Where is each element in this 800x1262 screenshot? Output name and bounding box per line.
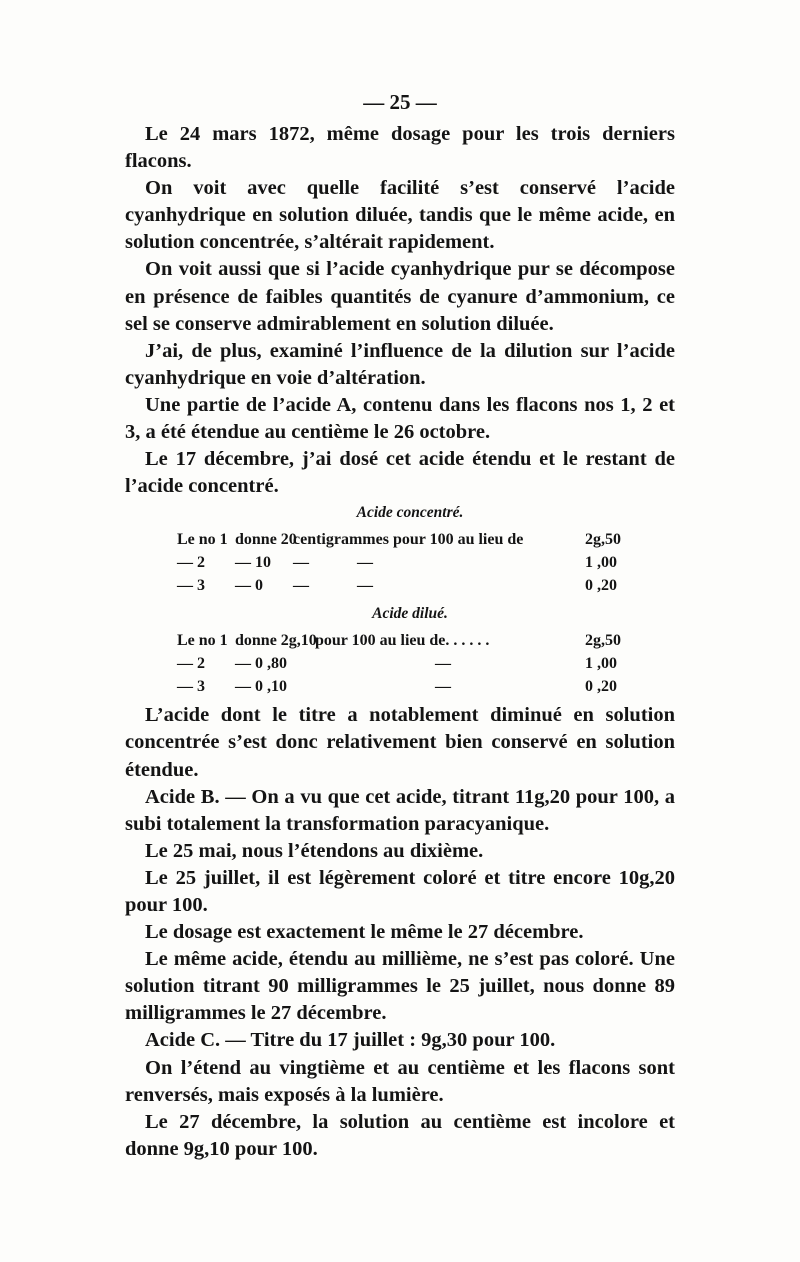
paragraph: Le 24 mars 1872, même dosage pour les trois derniers flacons.: [125, 123, 675, 173]
paragraph: On l’étend au vingtième et au centième et les flacons sont renversés, mais exposés à la lumière.: [125, 1056, 675, 1106]
paragraph: Acide C. — Titre du 17 juillet : 9g,30 pour 100.: [145, 1029, 556, 1052]
cell: —: [435, 655, 451, 673]
cell: — —: [293, 554, 373, 572]
cell: — 3: [177, 577, 205, 595]
page-body: [125, 121, 675, 1163]
table-row: [125, 652, 675, 675]
paragraph: On voit aussi que si l’acide cyanhydrique pur se décompose en présence de faibles quantités de cyanure d’ammonium, ce sel se conserve admirablement en solution diluée.: [125, 258, 675, 335]
table-dilue: [125, 629, 675, 698]
cell: 2g,50: [585, 531, 621, 549]
paragraph: Le 27 décembre, la solution au centième est incolore et donne 9g,10 pour 100.: [125, 1110, 675, 1160]
cell: pour 100 au lieu de. . . . . .: [315, 632, 490, 650]
table-concentre: [125, 528, 675, 597]
cell: — 0: [235, 577, 263, 595]
cell: — 0 ,10: [235, 678, 287, 696]
cell: — 2: [177, 554, 205, 572]
paragraph: L’acide dont le titre a notablement diminué en solution concentrée s’est donc relativement bien conservé en solution étendue.: [125, 704, 675, 781]
cell: — 0 ,80: [235, 655, 287, 673]
cell: — 3: [177, 678, 205, 696]
paragraph: Le dosage est exactement le même le 27 décembre.: [145, 921, 584, 944]
table-row: [125, 551, 675, 574]
table-row: [125, 629, 675, 652]
cell: 0 ,20: [585, 577, 617, 595]
paragraph: On voit avec quelle facilité s’est conservé l’acide cyanhydrique en solution diluée, tandis que le même acide, en solution concentrée, s’altérait rapidement.: [125, 177, 675, 254]
cell: — —: [293, 577, 373, 595]
cell: 0 ,20: [585, 678, 617, 696]
paragraph: Le 25 mai, nous l’étendons au dixième.: [145, 839, 484, 862]
cell: donne 2g,10: [235, 632, 317, 650]
page-number: — 25 —: [363, 90, 437, 114]
paragraph: Le même acide, étendu au millième, ne s’est pas coloré. Une solution titrant 90 milligrammes le 25 juillet, nous donne 89 milligrammes le 27 décembre.: [125, 948, 675, 1025]
table-title-dilue: Acide dilué.: [372, 605, 448, 623]
paragraph: Une partie de l’acide A, contenu dans les flacons nos 1, 2 et 3, a été étendue au centième le 26 octobre.: [125, 393, 675, 444]
cell: Le no 1: [177, 531, 228, 549]
cell: centigrammes pour 100 au lieu de: [293, 531, 524, 549]
cell: Le no 1: [177, 632, 228, 650]
cell: 1 ,00: [585, 655, 617, 673]
table-row: [125, 675, 675, 698]
paragraph: J’ai, de plus, examiné l’influence de la dilution sur l’acide cyanhydrique en voie d’altération.: [125, 339, 675, 389]
paragraph: Acide B. — On a vu que cet acide, titrant 11g,20 pour 100, a subi totalement la transformation paracyanique.: [125, 785, 675, 835]
cell: donne 20: [235, 531, 297, 549]
cell: 2g,50: [585, 632, 621, 650]
paragraph: Le 17 décembre, j’ai dosé cet acide étendu et le restant de l’acide concentré.: [125, 448, 675, 498]
table-row: [125, 528, 675, 551]
cell: 1 ,00: [585, 554, 617, 572]
paragraph: Le 25 juillet, il est légèrement coloré et titre encore 10g,20 pour 100.: [125, 866, 675, 916]
table-title-concentre: Acide concentré.: [356, 504, 464, 522]
cell: —: [435, 678, 451, 696]
table-row: [125, 574, 675, 597]
cell: — 10: [235, 554, 271, 572]
cell: — 2: [177, 655, 205, 673]
